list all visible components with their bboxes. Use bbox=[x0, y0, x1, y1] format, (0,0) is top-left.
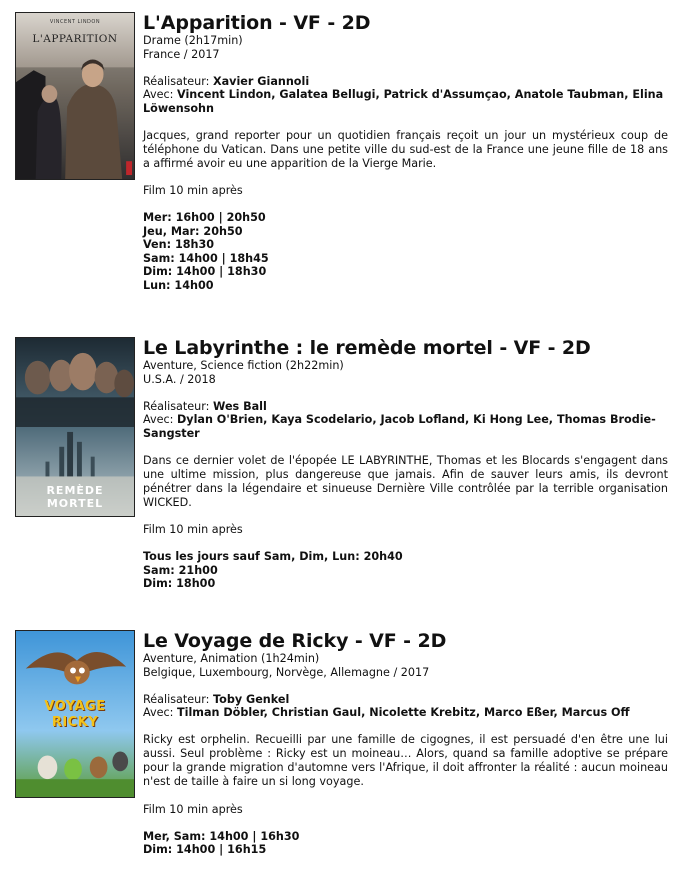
showtime-line: Ven: 18h30 bbox=[143, 238, 215, 251]
film-director: Réalisateur: Wes Ball bbox=[143, 399, 267, 413]
film-info bbox=[143, 12, 668, 292]
movie-poster bbox=[15, 12, 135, 180]
film-note: Film 10 min après bbox=[143, 523, 243, 536]
film-title: L'Apparition - VF - 2D bbox=[143, 12, 371, 34]
film-synopsis: Ricky est orphelin. Recueilli par une famille de cigognes, il est persuadé d'en être une lui aussi. Seul problème : Ricky est un moineau… Alors, quand sa famille adoptive se prépare pour la grande migration d'automne vers l'Afrique, il doit affronter la réalité : aucun moineau n'est de taille à faire un si long voyage. bbox=[143, 733, 668, 788]
film-note: Film 10 min après bbox=[143, 802, 243, 816]
movie-poster bbox=[15, 630, 135, 798]
film-country-year: Belgique, Luxembourg, Norvège, Allemagne / 2017 bbox=[143, 665, 430, 679]
showtime-line: Dim: 14h00 | 18h30 bbox=[143, 265, 267, 278]
poster-title-line: REMÈDE bbox=[46, 484, 104, 497]
showtime-line: Lun: 14h00 bbox=[143, 278, 214, 292]
movie-poster bbox=[15, 337, 135, 517]
showtimes-list bbox=[143, 211, 668, 292]
poster-top-text: VINCENT LINDON bbox=[49, 19, 101, 25]
poster-title-line: VOYAGE bbox=[44, 699, 106, 714]
film-country-year: France / 2017 bbox=[143, 47, 220, 61]
showtime-line: Jeu, Mar: 20h50 bbox=[143, 224, 243, 238]
showtimes-list bbox=[143, 830, 668, 857]
showtime-line: Sam: 14h00 | 18h45 bbox=[143, 251, 269, 265]
showtime-line: Sam: 21h00 bbox=[143, 563, 218, 577]
film-genre: Aventure, Animation (1h24min) bbox=[143, 652, 320, 665]
poster-title-text: L'APPARITION bbox=[32, 33, 118, 45]
showtime-line: Mer: 16h00 | 20h50 bbox=[143, 211, 266, 224]
film-title: Le Voyage de Ricky - VF - 2D bbox=[143, 630, 447, 652]
film-note: Film 10 min après bbox=[143, 184, 243, 197]
film-cast: Avec: Vincent Lindon, Galatea Bellugi, Patrick d'Assumçao, Anatole Taubman, Elina Löwensohn bbox=[143, 88, 664, 115]
film-info bbox=[143, 337, 668, 591]
showtime-line: Dim: 14h00 | 16h15 bbox=[143, 843, 267, 856]
poster-title-line: RICKY bbox=[51, 715, 99, 730]
film-synopsis: Dans ce dernier volet de l'épopée LE LABYRINTHE, Thomas et les Blocards s'engagent dans une ultime mission, plus dangereuse que jamais. Afin de sauver leurs amis, ils devront pénétrer dans la légendaire et sinueuse Dernière Ville contrôlée par la terrible organisation WICKED. bbox=[143, 453, 668, 509]
showtime-line: Tous les jours sauf Sam, Dim, Lun: 20h40 bbox=[143, 550, 403, 563]
poster-title-line: MORTEL bbox=[46, 497, 104, 510]
film-synopsis: Jacques, grand reporter pour un quotidien français reçoit un jour un mystérieux coup de téléphone du Vatican. Dans une petite ville du sud-est de la France une jeune fille de 18 ans a affirmé avoir eu une apparition de la Vierge Marie. bbox=[143, 128, 668, 170]
showtime-line: Mer, Sam: 14h00 | 16h30 bbox=[143, 829, 300, 843]
film-title: Le Labyrinthe : le remède mortel - VF - 2D bbox=[143, 337, 591, 359]
film-cast: Avec: Tilman Döbler, Christian Gaul, Nicolette Krebitz, Marco Eßer, Marcus Off bbox=[143, 706, 630, 719]
film-genre: Aventure, Science fiction (2h22min) bbox=[143, 359, 344, 372]
film-info bbox=[143, 630, 668, 857]
film-cast: Avec: Dylan O'Brien, Kaya Scodelario, Jacob Lofland, Ki Hong Lee, Thomas Brodie-Sangster bbox=[143, 413, 656, 440]
showtime-line: Dim: 18h00 bbox=[143, 577, 216, 590]
film-director: Réalisateur: Xavier Giannoli bbox=[143, 74, 310, 88]
film-genre: Drame (2h17min) bbox=[143, 34, 243, 47]
film-country-year: U.S.A. / 2018 bbox=[143, 372, 216, 386]
showtimes-list bbox=[143, 550, 668, 591]
film-director: Réalisateur: Toby Genkel bbox=[143, 692, 290, 706]
